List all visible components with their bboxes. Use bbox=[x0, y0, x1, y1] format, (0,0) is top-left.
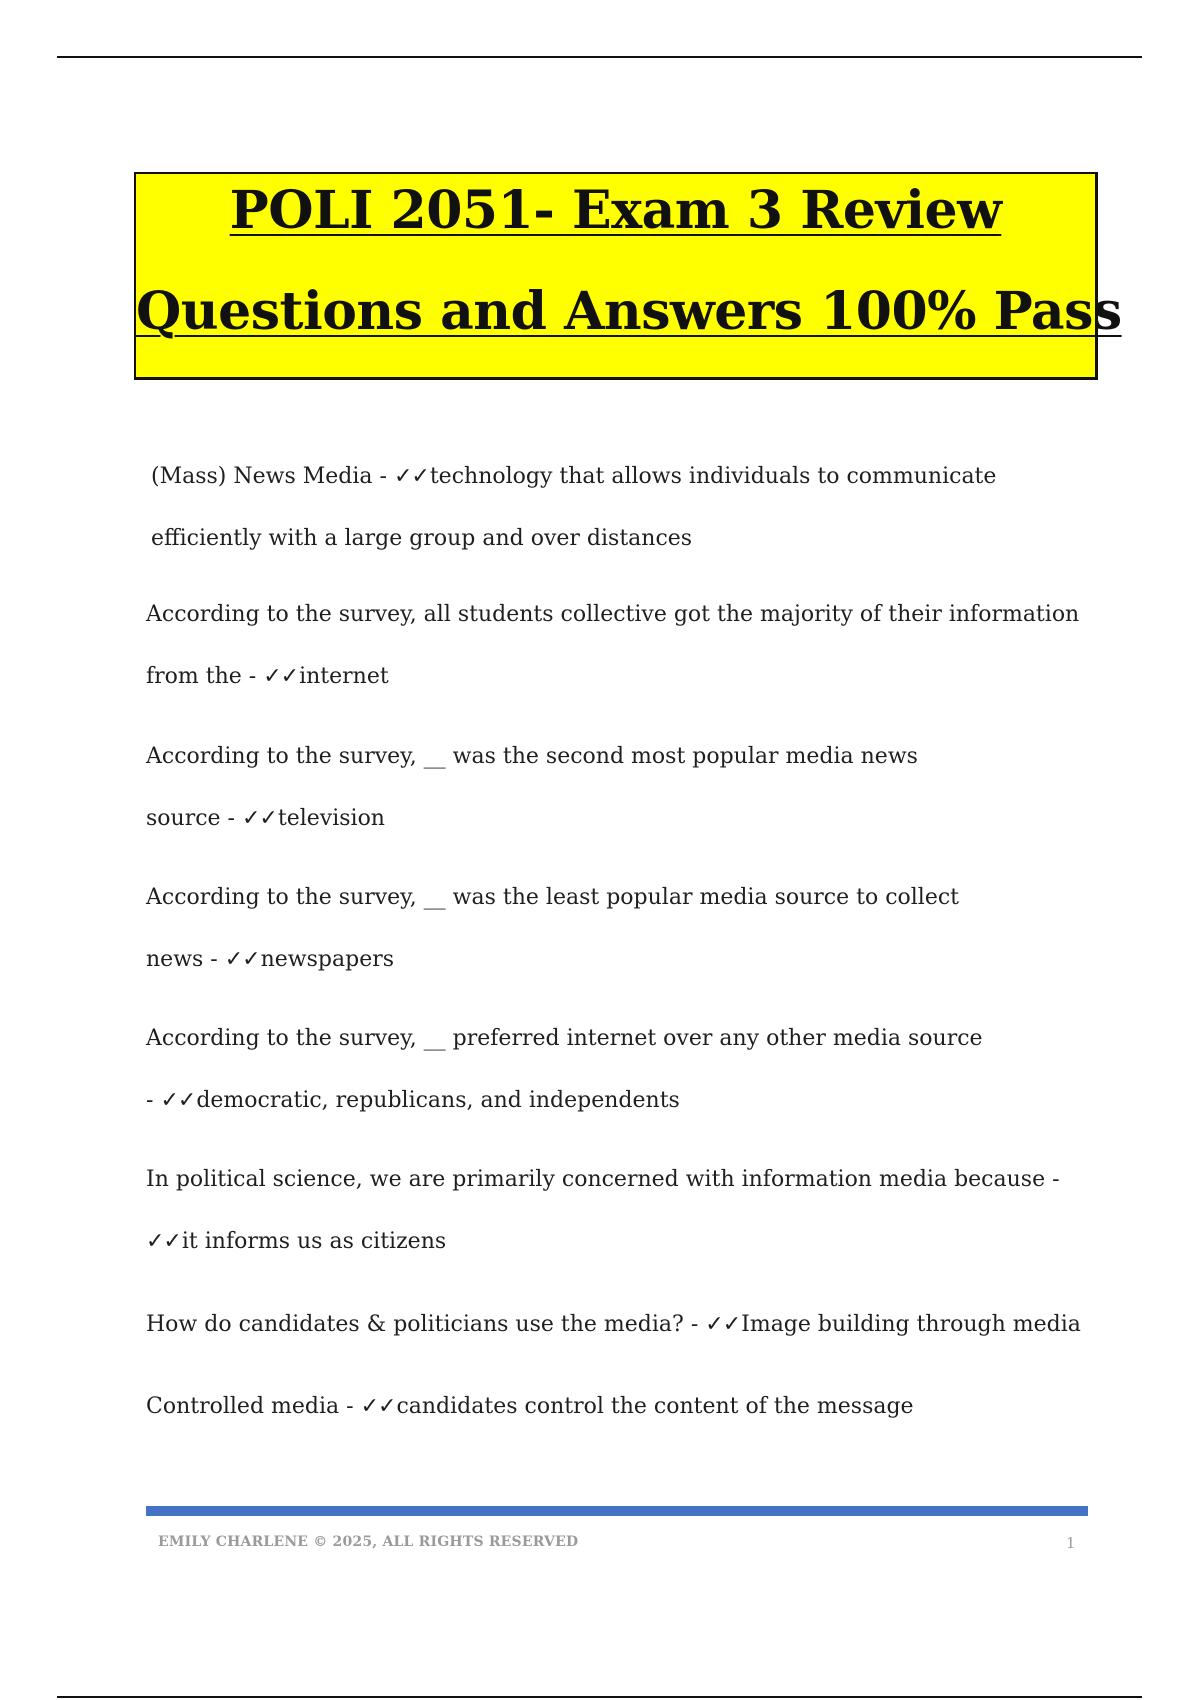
separator: - bbox=[203, 947, 225, 972]
question-text: Controlled media bbox=[146, 1394, 340, 1419]
answer-text: internet bbox=[299, 664, 389, 689]
double-check-icon: ✓✓ bbox=[393, 464, 429, 489]
footer-bar bbox=[146, 1506, 1088, 1516]
separator: - bbox=[220, 806, 242, 831]
answer-text: it informs us as citizens bbox=[181, 1229, 447, 1254]
double-check-icon: ✓✓ bbox=[146, 1229, 181, 1254]
qa-item-mass-news-media bbox=[151, 446, 1096, 570]
question-text: How do candidates & politicians use the media? bbox=[146, 1312, 684, 1337]
question-text: In political science, we are primarily concerned with information media because bbox=[146, 1167, 1046, 1192]
answer-text: technology that allows individuals to communicate efficiently with a large group and over distances bbox=[151, 464, 997, 551]
qa-item-political-science bbox=[146, 1149, 1096, 1273]
qa-item-controlled-media bbox=[146, 1376, 1096, 1438]
separator: - bbox=[683, 1312, 706, 1337]
document-title-line-1: POLI 2051- Exam 3 Review bbox=[229, 180, 1002, 241]
footer-copyright: EMILY CHARLENE © 2025, ALL RIGHTS RESERVED bbox=[158, 1534, 579, 1550]
question-text: According to the survey, __ was the second most popular media news source bbox=[146, 744, 918, 831]
separator: - bbox=[146, 1088, 161, 1113]
double-check-icon: ✓✓ bbox=[705, 1312, 741, 1337]
qa-item-survey-second-source bbox=[146, 726, 996, 850]
page-number: 1 bbox=[1066, 1534, 1076, 1552]
top-rule bbox=[57, 56, 1142, 58]
qa-item-survey-least-popular bbox=[146, 867, 1016, 991]
document-title-line-2: Questions and Answers 100% Pass bbox=[136, 281, 1122, 342]
double-check-icon: ✓✓ bbox=[360, 1394, 396, 1419]
answer-text: television bbox=[277, 806, 385, 831]
bottom-rule bbox=[57, 1696, 1142, 1698]
answer-text: newspapers bbox=[260, 947, 395, 972]
question-text: According to the survey, __ preferred internet over any other media source bbox=[146, 1026, 983, 1051]
question-text: According to the survey, __ was the least popular media source to collect news bbox=[146, 885, 960, 972]
separator: - bbox=[241, 664, 264, 689]
separator: - bbox=[372, 464, 394, 489]
qa-item-survey-preferred-internet bbox=[146, 1008, 996, 1132]
answer-text: democratic, republicans, and independents bbox=[196, 1088, 680, 1113]
double-check-icon: ✓✓ bbox=[160, 1088, 196, 1113]
qa-item-survey-majority bbox=[146, 584, 1096, 708]
double-check-icon: ✓✓ bbox=[263, 664, 299, 689]
double-check-icon: ✓✓ bbox=[224, 947, 260, 972]
answer-text: Image building through media bbox=[741, 1312, 1081, 1337]
qa-item-candidates-use-media bbox=[146, 1294, 1096, 1356]
separator: - bbox=[1045, 1167, 1060, 1192]
answer-text: candidates control the content of the message bbox=[396, 1394, 914, 1419]
separator: - bbox=[339, 1394, 361, 1419]
double-check-icon: ✓✓ bbox=[241, 806, 277, 831]
question-text: (Mass) News Media bbox=[151, 464, 373, 489]
question-text: According to the survey, all students collective got the majority of their information from the bbox=[146, 602, 1080, 689]
title-box bbox=[134, 172, 1122, 380]
